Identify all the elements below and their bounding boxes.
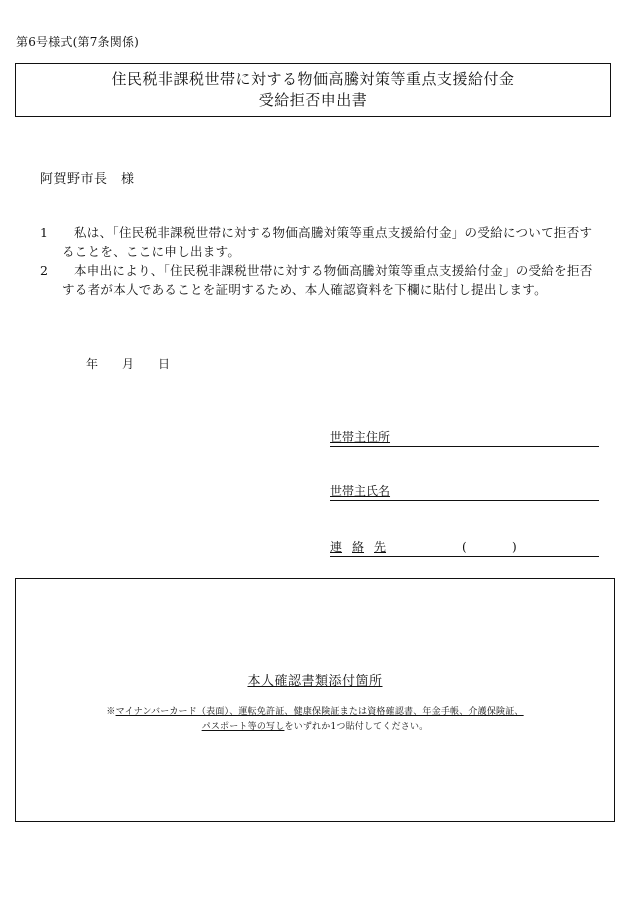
date-month-label: 月 xyxy=(122,357,135,371)
item-number: 1 xyxy=(40,225,49,240)
name-label: 世帯主氏名 xyxy=(330,484,391,498)
item-number: 2 xyxy=(40,263,49,278)
contact-field[interactable] xyxy=(330,538,599,557)
title-line-2: 受給拒否申出書 xyxy=(258,91,368,109)
attachment-note xyxy=(16,705,614,735)
date-year-label: 年 xyxy=(86,357,99,371)
form-number: 第6号様式(第7条関係) xyxy=(16,35,140,49)
household-head-name-field[interactable] xyxy=(330,482,599,501)
contact-paren-close: ) xyxy=(512,540,517,554)
attachment-title: 本人確認書類添付箇所 xyxy=(247,674,383,689)
item-text: 本申出により、「住民税非課税世帯に対する物価高騰対策等重点支援給付金」の受給を拒否する者が本人であることを証明するため、本人確認資料を下欄に貼付し提出します。 xyxy=(62,263,593,297)
note-line-2-underlined: パスポート等の写し xyxy=(201,722,285,732)
statement-item-1 xyxy=(40,223,600,261)
household-head-address-field[interactable] xyxy=(330,428,599,447)
id-document-attachment-area[interactable] xyxy=(15,578,615,822)
item-text: 私は、「住民税非課税世帯に対する物価高騰対策等重点支援給付金」の受給について拒否することを、ここに申し出ます。 xyxy=(62,225,593,259)
contact-label: 連 絡 先 xyxy=(330,540,387,554)
note-line-2-rest: をいずれか1つ貼付してください。 xyxy=(284,722,429,732)
address-label: 世帯主住所 xyxy=(330,430,391,444)
statement-item-2 xyxy=(40,261,600,299)
note-line-1: マイナンバーカード（表面）、運転免許証、健康保険証または資格確認書、年金手帳、介護保険証、 xyxy=(115,707,524,717)
title-line-1: 住民税非課税世帯に対する物価高騰対策等重点支援給付金 xyxy=(111,70,515,88)
contact-paren-open: ( xyxy=(462,540,467,554)
addressee: 阿賀野市長 様 xyxy=(40,172,135,187)
title-box xyxy=(15,63,611,117)
note-mark: ※ xyxy=(106,707,116,717)
date-day-label: 日 xyxy=(158,357,171,371)
date-line xyxy=(86,355,170,372)
